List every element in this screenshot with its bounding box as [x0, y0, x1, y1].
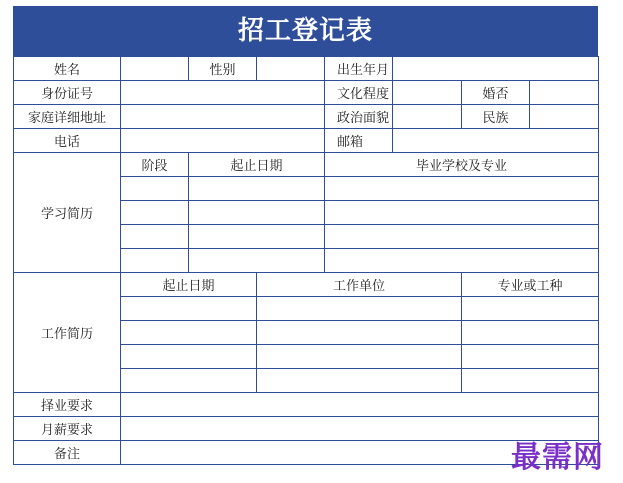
gender-label: 性别 — [189, 57, 257, 81]
phone-field[interactable] — [121, 129, 325, 153]
ethnicity-field[interactable] — [530, 105, 599, 129]
salary-label: 月薪要求 — [14, 417, 121, 441]
study-school-cell[interactable] — [325, 201, 599, 225]
study-stage-cell[interactable] — [121, 225, 189, 249]
education-field[interactable] — [393, 81, 462, 105]
work-unit-cell[interactable] — [257, 369, 462, 393]
registration-form — [13, 6, 598, 465]
form-title: 招工登记表 — [13, 6, 598, 56]
work-specialty-cell[interactable] — [462, 297, 599, 321]
study-school-cell[interactable] — [325, 225, 599, 249]
job-preference-field[interactable] — [121, 393, 599, 417]
study-stage-cell[interactable] — [121, 201, 189, 225]
marital-label: 婚否 — [462, 81, 530, 105]
study-stage-cell[interactable] — [121, 177, 189, 201]
study-school-cell[interactable] — [325, 177, 599, 201]
work-dates-cell[interactable] — [121, 297, 257, 321]
address-label: 家庭详细地址 — [14, 105, 121, 129]
study-stage-cell[interactable] — [121, 249, 189, 273]
row-basic-2 — [14, 81, 599, 105]
study-history-label: 学习简历 — [14, 153, 121, 273]
work-unit-cell[interactable] — [257, 321, 462, 345]
work-unit-cell[interactable] — [257, 345, 462, 369]
work-unit-header: 工作单位 — [257, 273, 462, 297]
gender-field[interactable] — [257, 57, 325, 81]
study-header-row — [14, 153, 599, 177]
study-dates-cell[interactable] — [189, 201, 325, 225]
work-specialty-cell[interactable] — [462, 345, 599, 369]
address-field[interactable] — [121, 105, 325, 129]
name-field[interactable] — [121, 57, 189, 81]
work-dates-cell[interactable] — [121, 321, 257, 345]
study-dates-cell[interactable] — [189, 225, 325, 249]
remarks-label: 备注 — [14, 441, 121, 465]
education-label: 文化程度 — [325, 81, 393, 105]
birth-label: 出生年月 — [325, 57, 393, 81]
political-field[interactable] — [393, 105, 462, 129]
work-dates-cell[interactable] — [121, 369, 257, 393]
job-preference-label: 择业要求 — [14, 393, 121, 417]
phone-label: 电话 — [14, 129, 121, 153]
ethnicity-label: 民族 — [462, 105, 530, 129]
study-dates-cell[interactable] — [189, 177, 325, 201]
study-school-cell[interactable] — [325, 249, 599, 273]
postcode-field[interactable] — [393, 129, 599, 153]
work-specialty-header: 专业或工种 — [462, 273, 599, 297]
marital-field[interactable] — [530, 81, 599, 105]
study-dates-cell[interactable] — [189, 249, 325, 273]
form-table — [13, 56, 599, 465]
work-specialty-cell[interactable] — [462, 321, 599, 345]
site-watermark: 最需网 — [511, 440, 604, 475]
row-basic-1 — [14, 57, 599, 81]
study-stage-header: 阶段 — [121, 153, 189, 177]
birth-field[interactable] — [393, 57, 599, 81]
study-school-header: 毕业学校及专业 — [325, 153, 599, 177]
job-preference-row — [14, 393, 599, 417]
name-label: 姓名 — [14, 57, 121, 81]
work-header-row — [14, 273, 599, 297]
id-number-label: 身份证号 — [14, 81, 121, 105]
work-specialty-cell[interactable] — [462, 369, 599, 393]
id-number-field[interactable] — [121, 81, 325, 105]
work-history-label: 工作简历 — [14, 273, 121, 393]
political-label: 政治面貌 — [325, 105, 393, 129]
study-dates-header: 起止日期 — [189, 153, 325, 177]
work-dates-header: 起止日期 — [121, 273, 257, 297]
postcode-label: 邮箱 — [325, 129, 393, 153]
row-basic-3 — [14, 105, 599, 129]
work-dates-cell[interactable] — [121, 345, 257, 369]
work-unit-cell[interactable] — [257, 297, 462, 321]
row-basic-4 — [14, 129, 599, 153]
